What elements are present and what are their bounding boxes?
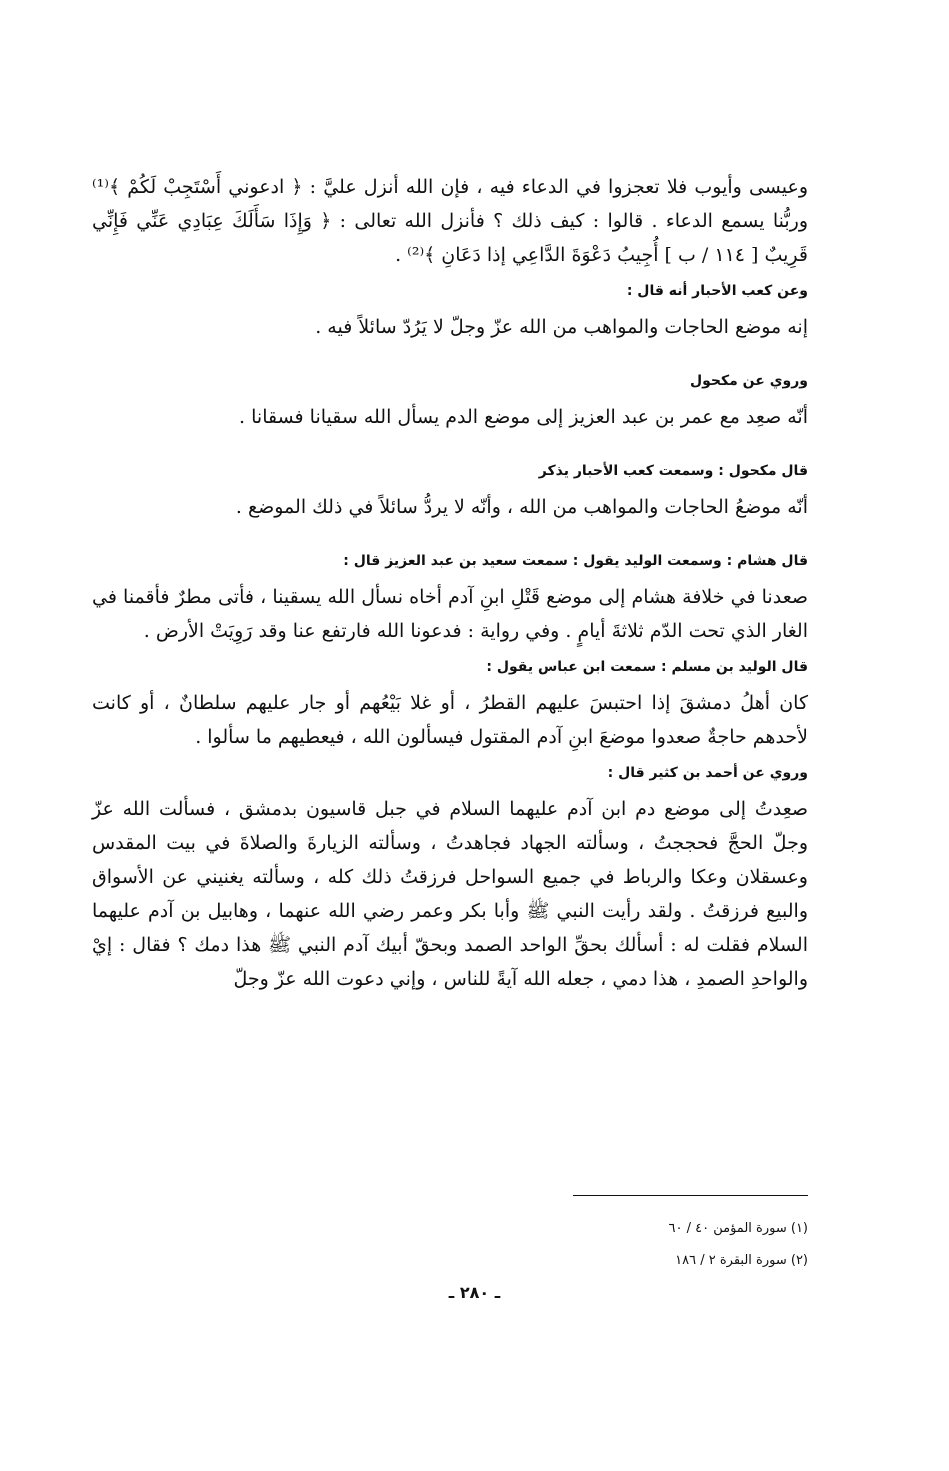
paragraph-4: أنّه موضعُ الحاجات والمواهب من الله ، وأنّه لا يردُّ سائلاً في ذلك الموضع . (235, 496, 808, 518)
paragraph-5: صعدنا في خلافة هشام إلى موضع قَتْلِ ابنِ آدم أخاه نسأل الله يسقينا ، فأتى مطرٌ فأقمنا في الغار الذي تحت الدّم ثلاثةَ أيامٍ . وفي رواية : فدعونا الله فارتفع عنا وقد رَوِيَتْ الأرض . (92, 586, 808, 642)
footnote-divider (573, 1195, 808, 1196)
footnote-2: (٢) سورة البقرة ٢ / ١٨٦ (675, 1253, 808, 1268)
paragraph-6: كان أهلُ دمشقَ إذا احتبسَ عليهم القطرُ ، أو غلا بَيْعُهم أو جار عليهم سلطانٌ ، أو كانت لأحدهم حاجةٌ صعدوا موضعَ ابنِ آدم المقتول فيسألون الله ، فيعطيهم ما سألوا . (92, 692, 808, 748)
paragraph-7: صعِدتُ إلى موضع دم ابن آدم عليهما السلام في جبل قاسيون بدمشق ، فسألت الله عزّ وجلّ الحجَّ فحججتُ ، وسألته الجهاد فجاهدتُ ، وسألته الزيارةَ والصلاةَ في بيت المقدس وعسقلان وعكا والرباط في جميع السواحل فرزقتُ ذلك كله ، وسألته يغنيني عن الأسواق والبيع فرزقتُ . ولقد رأيت النبي ﷺ وأبا بكر وعمر رضي الله عنهما ، وهابيل بن آدم عليهما السلام فقلت له : أسألك بحقِّ الواحد الصمد وبحقّ أبيك آدم النبي ﷺ هذا دمك ؟ فقال : إيْ والواحدِ الصمدِ ، هذا دمي ، جعله الله آيةً للناس ، وإني دعوت الله عزّ وجلّ (92, 798, 808, 990)
main-text (92, 170, 808, 996)
heading-makhul-kaab: قال مكحول : وسمعت كعب الأحبار يذكر (538, 463, 808, 479)
heading-ahmad-ibn-kathir: وروي عن أحمد بن كثير قال : (607, 765, 808, 781)
paragraph-1: وعيسى وأيوب فلا تعجزوا في الدعاء فيه ، فإن الله أنزل عليَّ : ﴿ ادعوني أَسْتَجِبْ لَكُمْ ﴾⁽¹⁾ وربُّنا يسمع الدعاء . قالوا : كيف ذلك ؟ فأنزل الله تعالى : ﴿ وَإِذَا سَأَلَكَ عِبَادِي عَنِّي فَإِنِّي قَرِيبٌ [ ١١٤ / ب ] أُجِيبُ دَعْوَةَ الدَّاعِي إذا دَعَانِ ﴾⁽²⁾ . (92, 176, 808, 266)
paragraph-2: إنه موضع الحاجات والمواهب من الله عزّ وجلّ لا يَرُدّ سائلاً فيه . (315, 316, 808, 338)
heading-hisham: قال هشام : وسمعت الوليد يقول : سمعت سعيد بن عبد العزيز قال : (343, 553, 808, 569)
heading-walid-ibn-muslim: قال الوليد بن مسلم : سمعت ابن عباس يقول : (486, 659, 808, 675)
heading-makhul: وروي عن مكحول (689, 373, 808, 389)
paragraph-3: أنّه صعِد مع عمر بن عبد العزيز إلى موضع الدم يسأل الله سقيانا فسقانا . (239, 406, 808, 428)
page-number: ـ ٢٨٠ ـ (448, 1283, 501, 1302)
footnotes (408, 1213, 808, 1277)
footnote-1: (١) سورة المؤمن ٤٠ / ٦٠ (668, 1221, 808, 1236)
heading-kaab-al-ahbar: وعن كعب الأحبار أنه قال : (626, 283, 808, 299)
